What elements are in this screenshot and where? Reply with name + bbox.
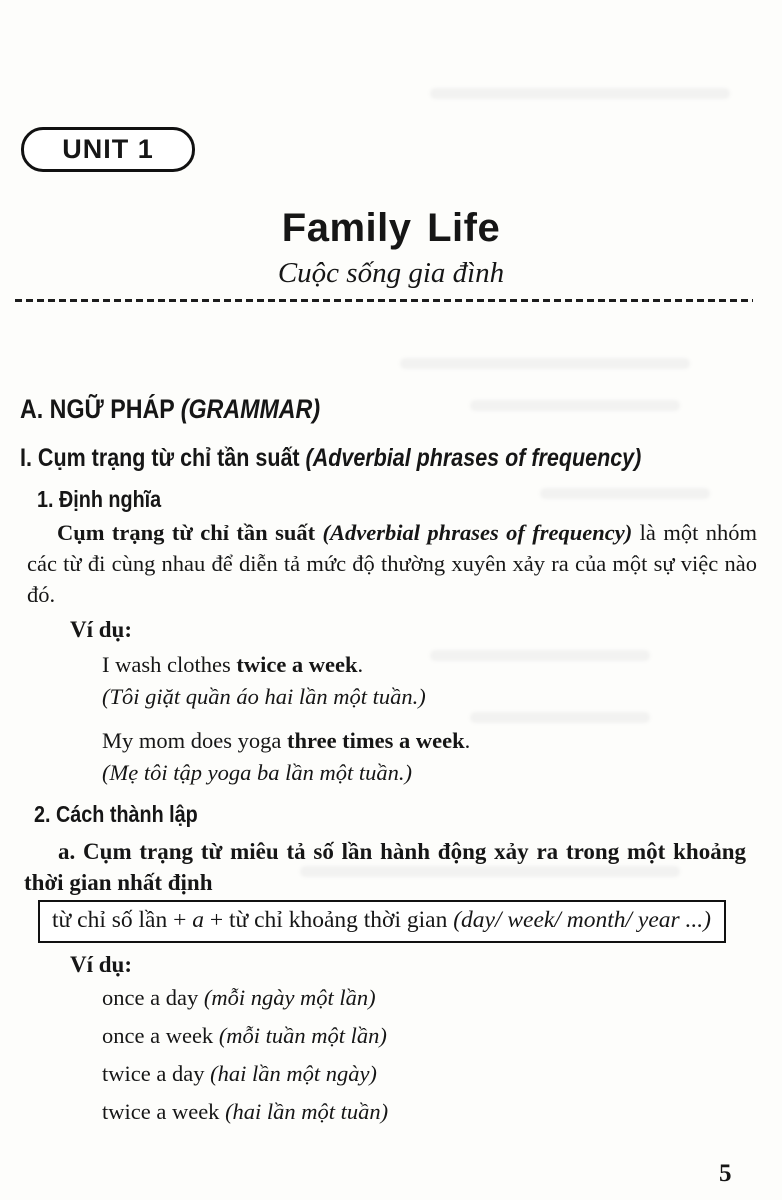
example-translation: (Mẹ tôi tập yoga ba lần một tuần.)	[102, 760, 412, 785]
frequency-translation: (mỗi ngày một lần)	[203, 985, 376, 1010]
example-sentence-punct: .	[357, 652, 364, 677]
formula-mid: + từ chỉ khoảng thời gian	[203, 907, 454, 933]
formation-subheading: a. Cụm trạng từ miêu tả số lần hành động xảy ra trong một khoảng thời gian nhất định	[24, 839, 746, 895]
grammar-heading-text: A. NGỮ PHÁP	[20, 394, 181, 424]
example-sentence	[102, 652, 363, 678]
print-bleed-artifact	[470, 712, 650, 723]
frequency-phrase: once a day	[102, 985, 204, 1010]
example-sentence-punct: .	[464, 728, 471, 753]
frequency-phrase: once a week	[102, 1023, 219, 1048]
print-bleed-artifact	[430, 88, 730, 99]
print-bleed-artifact	[400, 358, 690, 369]
example-sentence-bold: twice a week	[236, 652, 358, 677]
frequency-translation: (mỗi tuần một lần)	[218, 1023, 387, 1048]
title-block	[0, 206, 782, 291]
example-sentence-bold: three times a week	[287, 728, 465, 753]
definition-term: Cụm trạng từ chỉ tần suất	[57, 520, 323, 545]
topic-heading-italic: (Adverbial phrases of frequency)	[305, 444, 642, 472]
example-sentence-text: I wash clothes	[102, 652, 237, 677]
definition-heading: 1. Định nghĩa	[37, 486, 162, 512]
definition-paragraph	[27, 517, 757, 610]
frequency-phrase: twice a week	[102, 1099, 226, 1124]
unit-badge	[21, 127, 195, 172]
example-sentence-text: My mom does yoga	[102, 728, 287, 753]
print-bleed-artifact	[470, 400, 680, 411]
formula-box	[38, 900, 726, 943]
frequency-example	[102, 985, 376, 1011]
example-label-2: Ví dụ:	[70, 952, 132, 977]
print-bleed-artifact	[430, 650, 650, 661]
formula-periods: (day/ week/ month/ year ...)	[453, 907, 711, 933]
formation-heading: 2. Cách thành lập	[34, 801, 198, 827]
frequency-example	[102, 1023, 387, 1049]
formula-pre: từ chỉ số lần +	[52, 907, 193, 933]
example-translation: (Tôi giặt quần áo hai lần một tuần.)	[102, 684, 426, 709]
frequency-example	[102, 1061, 377, 1087]
print-bleed-artifact	[540, 488, 710, 499]
grammar-heading-italic: (GRAMMAR)	[180, 394, 321, 424]
unit-badge-label: UNIT 1	[62, 134, 154, 164]
example-sentence	[102, 728, 470, 754]
example-label-1: Ví dụ:	[70, 617, 132, 642]
topic-heading	[20, 444, 641, 473]
frequency-example	[102, 1099, 388, 1125]
definition-term-english: (Adverbial phrases of frequency)	[322, 520, 633, 545]
frequency-translation: (hai lần một ngày)	[210, 1061, 377, 1086]
dashed-divider	[15, 299, 753, 302]
grammar-section-heading	[20, 394, 320, 425]
formula-article: a	[192, 907, 204, 933]
page-title: Family Life	[281, 206, 501, 250]
frequency-phrase: twice a day	[102, 1061, 211, 1086]
topic-heading-text: I. Cụm trạng từ chỉ tần suất	[20, 444, 306, 472]
definition-body: là một nhóm các từ đi cùng nhau để diễn tả mức độ thường xuyên xảy ra của một sự việc nào đó.	[27, 520, 757, 607]
frequency-translation: (hai lần một tuần)	[225, 1099, 389, 1124]
page-number: 5	[719, 1160, 732, 1187]
page-subtitle: Cuộc sống gia đình	[277, 257, 505, 289]
